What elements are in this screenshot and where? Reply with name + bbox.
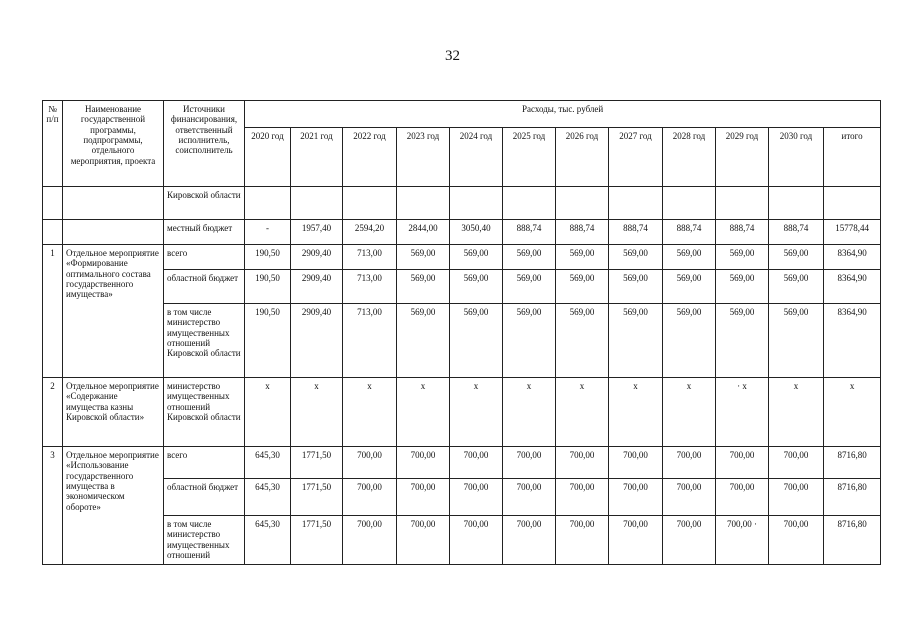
cell-value: 190,50 <box>245 304 291 378</box>
row-num: 2 <box>43 378 63 447</box>
header-year: 2022 год <box>343 128 397 187</box>
cell-value: 3050,40 <box>450 220 503 245</box>
table-row <box>43 220 881 245</box>
cell-value <box>343 187 397 220</box>
cell-value: 569,00 <box>450 270 503 304</box>
cell-value: 569,00 <box>503 270 556 304</box>
header-year: 2021 год <box>291 128 343 187</box>
cell-value <box>716 187 769 220</box>
row-name <box>63 220 164 245</box>
cell-value: 700,00 · <box>716 516 769 565</box>
cell-value: 713,00 <box>343 245 397 270</box>
cell-value <box>556 187 609 220</box>
cell-value <box>450 187 503 220</box>
cell-value: 190,50 <box>245 270 291 304</box>
cell-value: x <box>291 378 343 447</box>
cell-value: 700,00 <box>716 479 769 516</box>
header-row-top <box>43 101 881 128</box>
cell-value: 569,00 <box>503 245 556 270</box>
cell-value: 1957,40 <box>291 220 343 245</box>
cell-value: 645,30 <box>245 516 291 565</box>
cell-value: 700,00 <box>769 447 824 479</box>
row-source: всего <box>164 245 245 270</box>
cell-value: 1771,50 <box>291 479 343 516</box>
header-source: Источники финансирования, ответственный исполнитель, соисполнитель <box>164 101 245 187</box>
row-source: всего <box>164 447 245 479</box>
cell-total: 8716,80 <box>824 516 881 565</box>
cell-value: 569,00 <box>556 270 609 304</box>
header-year: 2029 год <box>716 128 769 187</box>
cell-value: 569,00 <box>556 245 609 270</box>
cell-value: 700,00 <box>450 516 503 565</box>
cell-value: 569,00 <box>663 304 716 378</box>
cell-value: 700,00 <box>343 447 397 479</box>
cell-value: 700,00 <box>450 447 503 479</box>
cell-value: 888,74 <box>556 220 609 245</box>
cell-value: 569,00 <box>716 245 769 270</box>
cell-value: 569,00 <box>663 245 716 270</box>
header-year: 2024 год <box>450 128 503 187</box>
cell-value: 700,00 <box>450 479 503 516</box>
cell-value: 700,00 <box>556 447 609 479</box>
cell-value: 700,00 <box>769 479 824 516</box>
cell-value: 888,74 <box>609 220 663 245</box>
cell-value: 700,00 <box>397 447 450 479</box>
cell-value: 700,00 <box>343 516 397 565</box>
cell-value: 569,00 <box>609 270 663 304</box>
cell-value: · x <box>716 378 769 447</box>
cell-value: 569,00 <box>503 304 556 378</box>
cell-value: 888,74 <box>716 220 769 245</box>
cell-value: 888,74 <box>503 220 556 245</box>
cell-value: 700,00 <box>503 479 556 516</box>
cell-total: 8364,90 <box>824 304 881 378</box>
cell-total: 8364,90 <box>824 270 881 304</box>
cell-value <box>503 187 556 220</box>
table-row <box>43 447 881 479</box>
cell-value: 2909,40 <box>291 304 343 378</box>
cell-value: x <box>663 378 716 447</box>
header-year: 2023 год <box>397 128 450 187</box>
cell-value: x <box>556 378 609 447</box>
row-source: министерство имущественных отношений Кировской области <box>164 378 245 447</box>
cell-value: 569,00 <box>397 245 450 270</box>
cell-total: 15778,44 <box>824 220 881 245</box>
cell-value: x <box>397 378 450 447</box>
cell-value: x <box>450 378 503 447</box>
cell-value: 713,00 <box>343 304 397 378</box>
cell-value: 700,00 <box>343 479 397 516</box>
table-row <box>43 479 881 516</box>
table-row <box>43 245 881 270</box>
header-total: итого <box>824 128 881 187</box>
cell-value: 700,00 <box>663 447 716 479</box>
cell-value: 569,00 <box>556 304 609 378</box>
cell-value: 569,00 <box>397 270 450 304</box>
header-num: № п/п <box>43 101 63 187</box>
cell-value <box>291 187 343 220</box>
table-row <box>43 378 881 447</box>
cell-value: 700,00 <box>609 447 663 479</box>
cell-value <box>769 187 824 220</box>
header-year: 2027 год <box>609 128 663 187</box>
cell-value: 2909,40 <box>291 270 343 304</box>
cell-value: 700,00 <box>397 479 450 516</box>
row-name: Отдельное мероприятие «Формирование оптимального состава государственного имущества» <box>63 245 164 378</box>
row-name <box>63 187 164 220</box>
cell-value: 569,00 <box>609 245 663 270</box>
budget-table <box>42 100 881 565</box>
cell-value: 1771,50 <box>291 516 343 565</box>
header-year: 2026 год <box>556 128 609 187</box>
cell-value: 700,00 <box>716 447 769 479</box>
cell-total: 8716,80 <box>824 479 881 516</box>
row-source: в том числе министерство имущественных отношений Кировской области <box>164 304 245 378</box>
header-expenses: Расходы, тыс. рублей <box>245 101 881 128</box>
table-row <box>43 516 881 565</box>
cell-value: x <box>343 378 397 447</box>
cell-value: 700,00 <box>663 516 716 565</box>
row-source: областной бюджет <box>164 270 245 304</box>
cell-value: 569,00 <box>663 270 716 304</box>
row-name: Отдельное мероприятие «Использование государственного имущества в экономическом обороте» <box>63 447 164 565</box>
row-name: Отдельное мероприятие «Содержание имущества казны Кировской области» <box>63 378 164 447</box>
cell-value: 569,00 <box>769 304 824 378</box>
table-row <box>43 187 881 220</box>
cell-value: - <box>245 220 291 245</box>
row-source: в том числе министерство имущественных отношений <box>164 516 245 565</box>
cell-value: 569,00 <box>769 270 824 304</box>
cell-value: 700,00 <box>609 516 663 565</box>
table-row <box>43 304 881 378</box>
row-num: 3 <box>43 447 63 565</box>
cell-value: 645,30 <box>245 479 291 516</box>
cell-value: 700,00 <box>503 516 556 565</box>
cell-value: 713,00 <box>343 270 397 304</box>
cell-value: 569,00 <box>716 304 769 378</box>
row-source: областной бюджет <box>164 479 245 516</box>
cell-value: 2844,00 <box>397 220 450 245</box>
cell-value <box>245 187 291 220</box>
cell-value: x <box>769 378 824 447</box>
cell-value: 645,30 <box>245 447 291 479</box>
header-year: 2025 год <box>503 128 556 187</box>
page-number: 32 <box>445 48 460 64</box>
cell-value: 2909,40 <box>291 245 343 270</box>
cell-value: 569,00 <box>397 304 450 378</box>
cell-value: 569,00 <box>450 245 503 270</box>
cell-value: 569,00 <box>716 270 769 304</box>
header-year: 2028 год <box>663 128 716 187</box>
cell-value <box>609 187 663 220</box>
cell-value: x <box>609 378 663 447</box>
cell-total: 8364,90 <box>824 245 881 270</box>
cell-value <box>397 187 450 220</box>
header-year: 2030 год <box>769 128 824 187</box>
row-source: Кировской области <box>164 187 245 220</box>
row-num <box>43 187 63 220</box>
header-year: 2020 год <box>245 128 291 187</box>
row-num <box>43 220 63 245</box>
cell-value: 888,74 <box>663 220 716 245</box>
cell-total: 8716,80 <box>824 447 881 479</box>
cell-value: 700,00 <box>556 516 609 565</box>
cell-value: x <box>245 378 291 447</box>
row-source: местный бюджет <box>164 220 245 245</box>
cell-value <box>663 187 716 220</box>
cell-value: 2594,20 <box>343 220 397 245</box>
cell-total: x <box>824 378 881 447</box>
row-num: 1 <box>43 245 63 378</box>
cell-total <box>824 187 881 220</box>
cell-value: 700,00 <box>769 516 824 565</box>
cell-value: 190,50 <box>245 245 291 270</box>
cell-value: x <box>503 378 556 447</box>
cell-value: 700,00 <box>397 516 450 565</box>
cell-value: 700,00 <box>663 479 716 516</box>
cell-value: 1771,50 <box>291 447 343 479</box>
cell-value: 888,74 <box>769 220 824 245</box>
table-row <box>43 270 881 304</box>
cell-value: 700,00 <box>503 447 556 479</box>
cell-value: 569,00 <box>450 304 503 378</box>
cell-value: 700,00 <box>556 479 609 516</box>
cell-value: 569,00 <box>769 245 824 270</box>
cell-value: 700,00 <box>609 479 663 516</box>
header-name: Наименование государственной программы, подпрограммы, отдельного мероприятия, проекта <box>63 101 164 187</box>
cell-value: 569,00 <box>609 304 663 378</box>
